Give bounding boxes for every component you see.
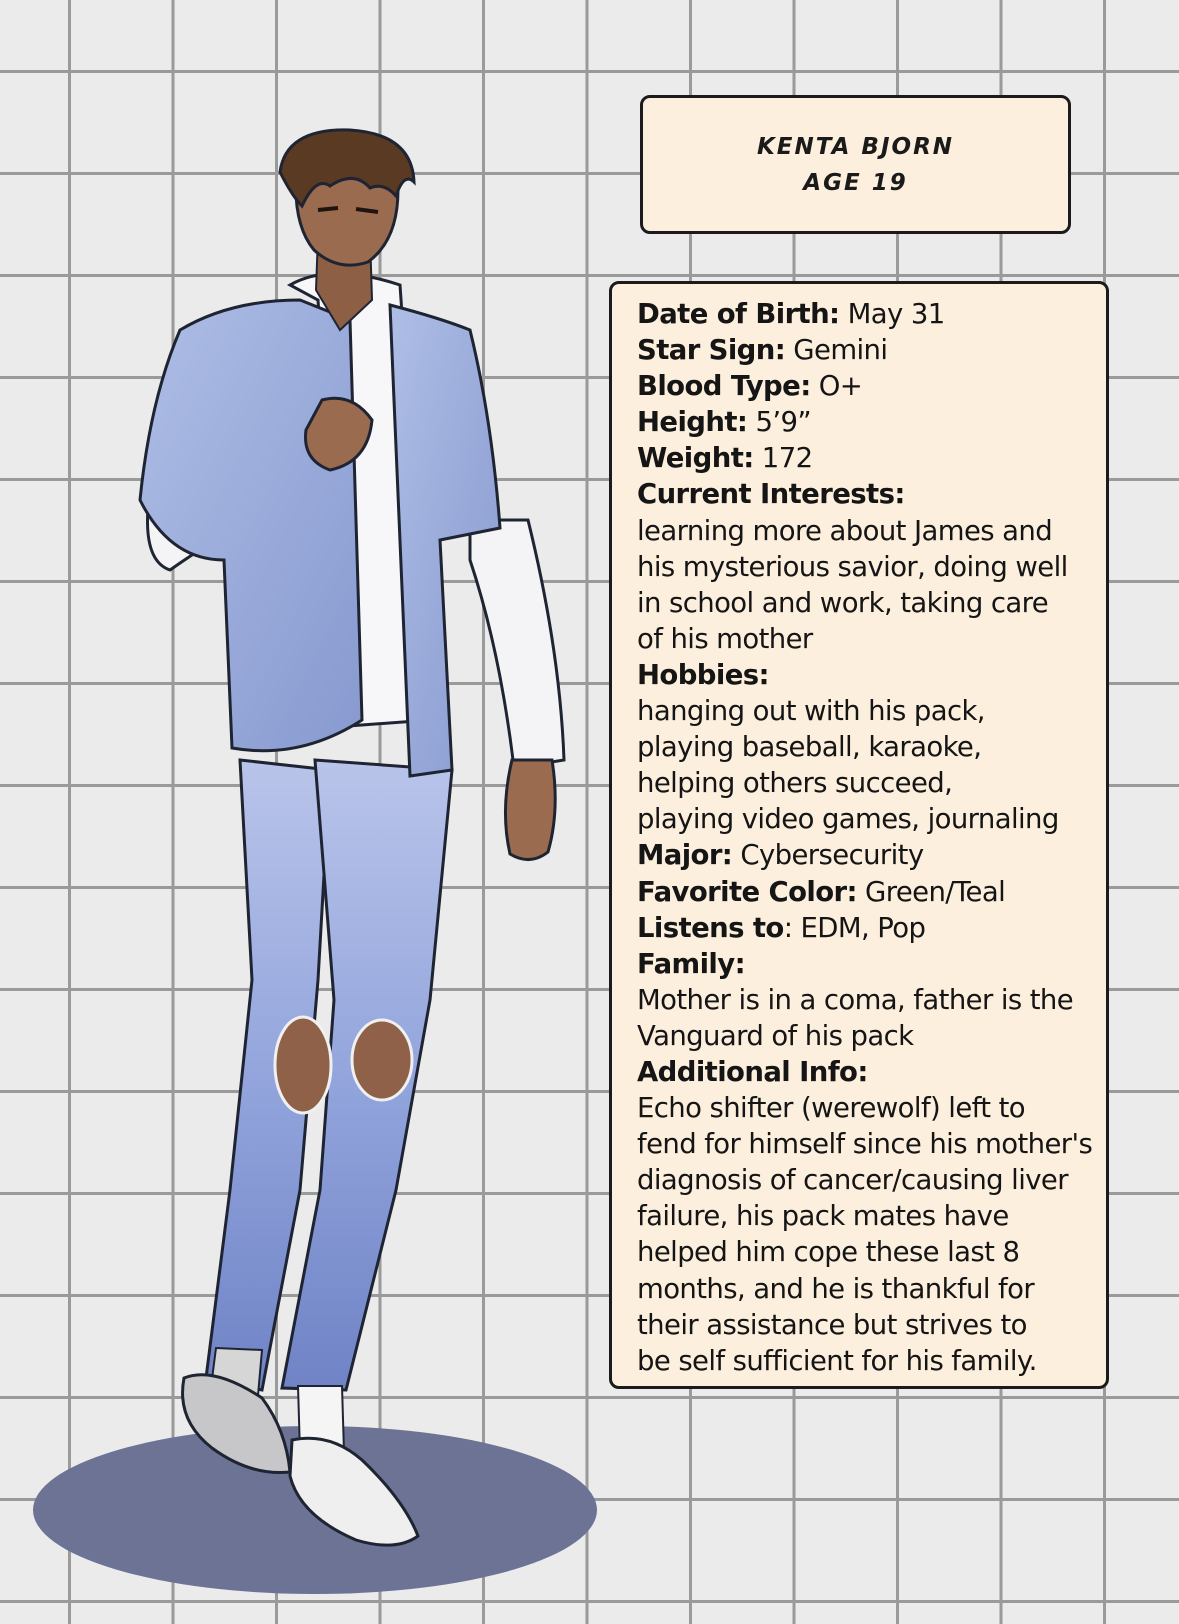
listens-value: : EDM, Pop	[783, 911, 926, 944]
hobbies-line: playing baseball, karaoke,	[637, 731, 982, 764]
additional-line: months, and he is thankful for	[637, 1272, 1035, 1305]
color-label: Favorite Color:	[637, 875, 857, 908]
color-value: Green/Teal	[865, 875, 1006, 908]
hobbies-label	[637, 657, 1096, 693]
height-row	[637, 404, 1096, 440]
sign-label: Star Sign:	[637, 334, 786, 367]
blood-label: Blood Type:	[637, 370, 811, 403]
character-age: AGE 19	[803, 169, 908, 196]
character-name: KENTA BJORN	[756, 133, 955, 160]
additional-line: failure, his pack mates have	[637, 1200, 1009, 1233]
hobbies-line: playing video games, journaling	[637, 803, 1059, 836]
additional-label-text: Additional Info:	[637, 1055, 868, 1088]
additional-line: their assistance but strives to	[637, 1308, 1027, 1341]
weight-row	[637, 440, 1096, 476]
color-row	[637, 874, 1096, 910]
interests-line: in school and work, taking care	[637, 586, 1049, 619]
right-sleeve	[470, 520, 564, 768]
dob-row	[637, 296, 1096, 332]
hobbies-line: helping others succeed,	[637, 767, 953, 800]
interests-line: his mysterious savior, doing well	[637, 550, 1068, 583]
dob-value: May 31	[847, 298, 945, 330]
listens-row	[637, 910, 1096, 946]
sign-value: Gemini	[793, 334, 888, 367]
height-value: 5’9”	[755, 406, 812, 439]
major-row	[637, 837, 1096, 873]
interests-line: learning more about James and	[637, 514, 1053, 547]
family-label	[637, 946, 1096, 982]
blood-value: O+	[818, 370, 863, 403]
additional-line: helped him cope these last 8	[637, 1236, 1020, 1269]
profile-card	[609, 281, 1109, 1389]
interests-label-text: Current Interests:	[637, 478, 905, 511]
height-label: Height:	[637, 406, 748, 439]
weight-label: Weight:	[637, 442, 754, 475]
family-label-text: Family:	[637, 947, 745, 980]
hobbies-line: hanging out with his pack,	[637, 695, 985, 728]
jacket	[140, 300, 362, 751]
family-line: Mother is in a coma, father is the	[637, 983, 1074, 1016]
additional-line: fend for himself since his mother's	[637, 1128, 1093, 1161]
major-value: Cybersecurity	[740, 839, 924, 872]
additional-label	[637, 1054, 1096, 1090]
additional-line: diagnosis of cancer/causing liver	[637, 1164, 1068, 1197]
blood-row	[637, 368, 1096, 404]
interests-label	[637, 476, 1096, 512]
dob-label: Date of Birth:	[637, 298, 840, 330]
additional-line: Echo shifter (werewolf) left to	[637, 1092, 1025, 1125]
major-label: Major:	[637, 839, 733, 872]
knee-rip-left	[275, 1017, 331, 1113]
right-hand	[505, 760, 555, 860]
interests-line: of his mother	[637, 622, 813, 655]
additional-line: be self sufficient for his family.	[637, 1344, 1037, 1377]
listens-label: Listens to	[637, 911, 784, 944]
name-card	[640, 95, 1071, 234]
sign-row	[637, 332, 1096, 368]
hobbies-label-text: Hobbies:	[637, 658, 769, 691]
family-line: Vanguard of his pack	[637, 1019, 914, 1052]
weight-value: 172	[761, 442, 813, 475]
knee-rip-right	[352, 1020, 412, 1100]
